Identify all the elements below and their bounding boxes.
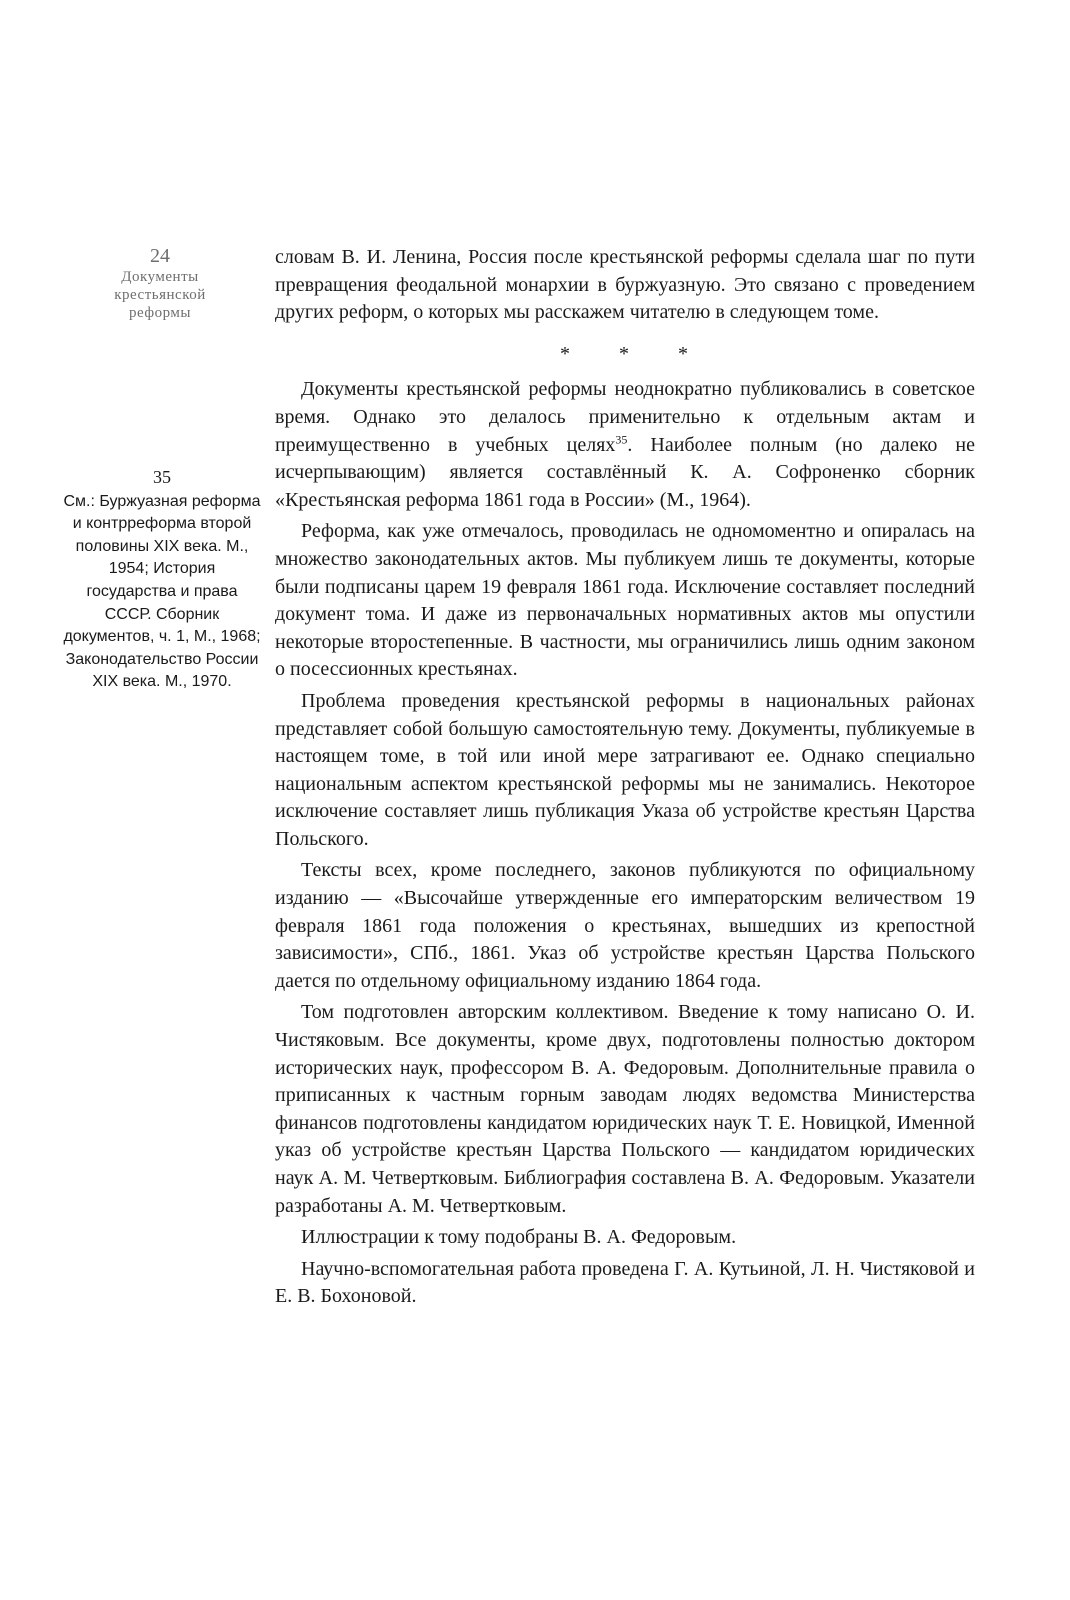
paragraph-assistance: Научно-вспомогательная работа проведена Г. А. Кутьиной, Л. Н. Чистяковой и Е. В. Бохоновой.: [275, 1257, 975, 1308]
paragraph-texts-source: Тексты всех, кроме последнего, законов публикуются по официальному изданию — «Высочайше утвержденные его императорским величеством 19 февраля 1861 года положения о крестьянах, вышедших из крепостной зависимости», СПб., 1861. Указ об устройстве крестьян Царства Польского дается по отдельному официальному изданию 1864 года.: [275, 859, 975, 992]
section-separator: * * *: [560, 342, 710, 365]
paragraph-illustrations: Иллюстрации к тому подобраны В. А. Федоровым.: [301, 1226, 737, 1249]
paragraph-publications-text-a: Документы крестьянской реформы неоднократно публиковались в советское время. Однако это делалось применительно к отдельным актам и преимущественно в учебных целях: [275, 378, 975, 456]
running-head-title-line1: Документы: [121, 269, 199, 285]
page-number: 24: [150, 245, 170, 267]
paragraph-authors: Том подготовлен авторским коллективом. Введение к тому написано О. И. Чистяковым. Все документы, кроме двух, подготовлены полностью доктором исторических наук, профессором В. А. Федоровым. Дополнительные правила о приписанных к частным горным заводам людях ведомства Министерства финансов подготовлены кандидатом юридических наук Т. Е. Новицкой, Именной указ об устройстве крестьян Царства Польского — кандидатом юридических наук А. М. Четвертковым. Библиография составлена В. А. Федоровым. Указатели разработаны А. М. Четвертковым.: [275, 1001, 975, 1217]
main-text: [275, 244, 975, 1311]
footnote-text: См.: Буржуазная реформа и контрреформа второй половины XIX века. М., 1954; История государства и права СССР. Сборник документов, ч. 1, М., 1968; Законодательство России XIX века. М., 1970.: [63, 492, 261, 691]
footnote-number: 35: [153, 467, 171, 487]
paragraph-publications-text-b: . Наиболее полным (но далеко не исчерпывающим) является составлённый К. А. Софроненко сборник «Крестьянская реформа 1861 года в России» (М., 1964).: [275, 433, 975, 511]
footnote-reference: 35: [615, 431, 628, 446]
paragraph-national-regions: Проблема проведения крестьянской реформы в национальных районах представляет собой большую самостоятельную тему. Документы, публикуемые в настоящем томе, в той или иной мере затрагивают ее. Однако специально национальным аспектом крестьянской реформы мы не занимались. Некоторое исключение составляет лишь публикация Указа об устройстве крестьян Царства Польского.: [275, 689, 975, 850]
running-head: [60, 244, 260, 322]
paragraph-continuation: словам В. И. Ленина, Россия после крестьянской реформы сделала шаг по пути превращения феодальной монархии в буржуазную. Это связано с проведением других реформ, о которых мы расскажем читателю в следующем томе.: [275, 246, 975, 324]
margin-footnote: [62, 466, 262, 694]
running-head-title-line2: крестьянской: [114, 287, 206, 303]
paragraph-publications: [275, 376, 975, 514]
paragraph-reform-acts: Реформа, как уже отмечалось, проводилась не одномоментно и опиралась на множество законодательных актов. Мы публикуем лишь те документы, которые были подписаны царем 19 февраля 1861 года. Исключение составляет последний документ тома. И даже из первоначальных нормативных актов мы опустили некоторые второстепенные. В частности, мы ограничились лишь одним законом о посессионных крестьянах.: [275, 520, 975, 681]
running-head-title-line3: реформы: [129, 305, 191, 321]
